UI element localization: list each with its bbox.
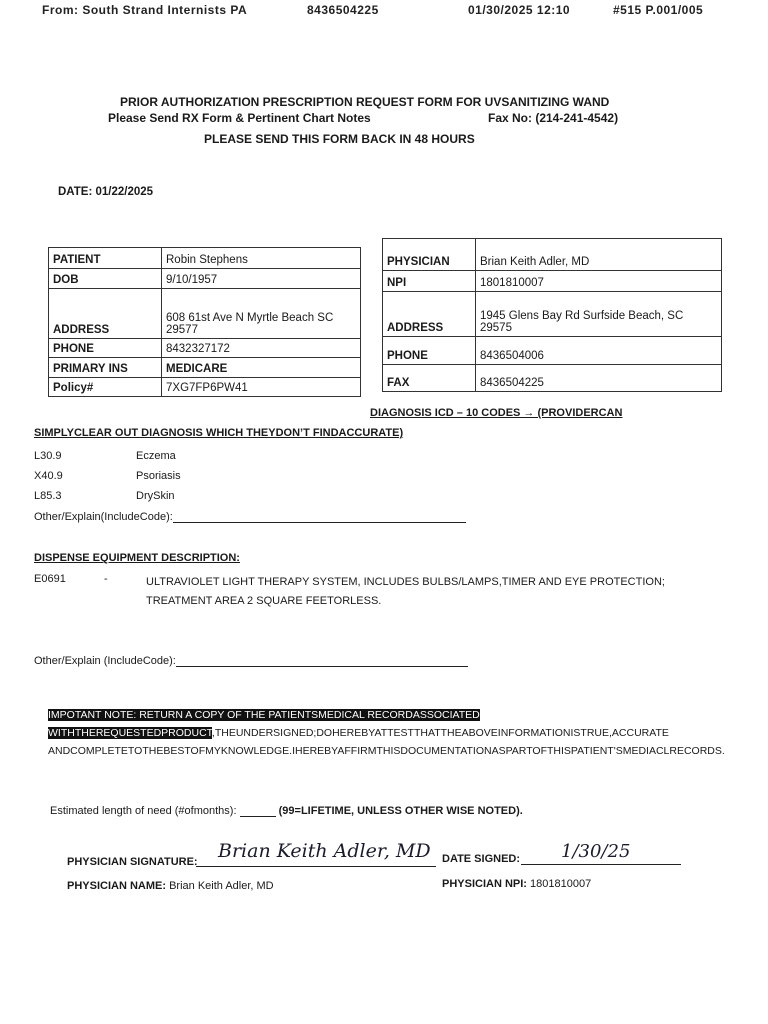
note-highlight-2: WITHTHEREQUESTEDPRODUCT bbox=[48, 727, 212, 739]
equipment-other-row bbox=[34, 655, 468, 667]
physician-address-label: ADDRESS bbox=[383, 292, 476, 337]
fax-number: 8436504225 bbox=[307, 3, 379, 17]
form-title: PRIOR AUTHORIZATION PRESCRIPTION REQUEST FORM FOR UVSANITIZING WAND bbox=[120, 95, 610, 109]
signature-handwriting: Brian Keith Adler, MD bbox=[218, 840, 431, 862]
patient-dob: 9/10/1957 bbox=[162, 269, 361, 289]
estimate-label: Estimated length of need (#ofmonths): bbox=[50, 805, 237, 817]
diagnosis-other-label: Other/Explain(IncludeCode): bbox=[34, 511, 173, 523]
physician-npi-row bbox=[442, 878, 591, 890]
primary-ins: MEDICARE bbox=[162, 358, 361, 378]
physician-phone-label: PHONE bbox=[383, 337, 476, 365]
physician-npi-value: 1801810007 bbox=[530, 878, 592, 890]
patient-address: 608 61st Ave N Myrtle Beach SC 29577 bbox=[162, 289, 361, 339]
fax-from: From: South Strand Internists PA bbox=[42, 3, 248, 17]
phone-label: PHONE bbox=[49, 339, 162, 358]
equipment-other-field[interactable] bbox=[176, 655, 468, 667]
diagnosis-desc: Psoriasis bbox=[136, 470, 181, 482]
primary-ins-label: PRIMARY INS bbox=[49, 358, 162, 378]
signature-label: PHYSICIAN SIGNATURE: bbox=[67, 856, 198, 868]
diagnosis-instruction: SIMPLYCLEAR OUT DIAGNOSIS WHICH THEYDON’T FINDACCURATE) bbox=[34, 427, 404, 439]
estimate-field[interactable] bbox=[240, 805, 276, 817]
equipment-code: E0691 bbox=[34, 573, 66, 585]
signature-field[interactable] bbox=[196, 840, 436, 867]
policy-label: Policy# bbox=[49, 378, 162, 397]
physician-label: PHYSICIAN bbox=[383, 239, 476, 271]
important-note bbox=[48, 706, 725, 760]
fax-no: Fax No: (214-241-4542) bbox=[488, 111, 619, 125]
diagnosis-desc: DrySkin bbox=[136, 490, 175, 502]
fax-header bbox=[0, 3, 768, 19]
patient-label: PATIENT bbox=[49, 248, 162, 269]
diagnosis-code: L30.9 bbox=[34, 450, 62, 462]
equipment-dash: - bbox=[104, 573, 108, 585]
date-signed-field[interactable] bbox=[521, 841, 681, 865]
equipment-heading: DISPENSE EQUIPMENT DESCRIPTION: bbox=[34, 552, 240, 564]
physician-phone: 8436504006 bbox=[476, 337, 722, 365]
physician-name: Brian Keith Adler, MD bbox=[476, 239, 722, 271]
physician-name-value: Brian Keith Adler, MD bbox=[169, 880, 274, 892]
diagnosis-heading: DIAGNOSIS ICD – 10 CODES → (PROVIDERCAN bbox=[370, 407, 623, 419]
physician-name-row bbox=[67, 880, 274, 892]
diagnosis-code: L85.3 bbox=[34, 490, 62, 502]
estimate-row bbox=[50, 805, 523, 817]
equipment-description: ULTRAVIOLET LIGHT THERAPY SYSTEM, INCLUDES BULBS/LAMPS,TIMER AND EYE PROTECTION; TREATMENT AREA 2 SQUARE FEETORLESS. bbox=[146, 576, 665, 607]
physician-address: 1945 Glens Bay Rd Surfside Beach, SC 29575 bbox=[476, 292, 722, 337]
form-date: DATE: 01/22/2025 bbox=[58, 186, 154, 198]
diagnosis-code: X40.9 bbox=[34, 470, 63, 482]
fax-datetime: 01/30/2025 12:10 bbox=[468, 3, 571, 17]
patient-table bbox=[48, 247, 361, 397]
fax-label: FAX bbox=[383, 365, 476, 392]
diagnosis-other-row bbox=[34, 511, 466, 523]
patient-phone: 8432327172 bbox=[162, 339, 361, 358]
fax-page: #515 P.001/005 bbox=[613, 3, 704, 17]
dob-label: DOB bbox=[49, 269, 162, 289]
diagnosis-other-field[interactable] bbox=[173, 511, 466, 523]
physician-fax: 8436504225 bbox=[476, 365, 722, 392]
policy-number: 7XG7FP6PW41 bbox=[162, 378, 361, 397]
note-highlight-1: IMPOTANT NOTE: RETURN A COPY OF THE PATIENTSMEDICAL RECORDASSOCIATED bbox=[48, 709, 480, 721]
physician-npi: 1801810007 bbox=[476, 271, 722, 292]
estimate-note: (99=LIFETIME, UNLESS OTHER WISE NOTED). bbox=[278, 805, 523, 817]
send-back: PLEASE SEND THIS FORM BACK IN 48 HOURS bbox=[204, 132, 475, 146]
npi-label: NPI bbox=[383, 271, 476, 292]
date-signed-handwriting: 1/30/25 bbox=[561, 841, 631, 862]
physician-name-label: PHYSICIAN NAME: bbox=[67, 880, 167, 892]
equipment-other-label: Other/Explain (IncludeCode): bbox=[34, 655, 176, 667]
physician-npi-label: PHYSICIAN NPI: bbox=[442, 878, 527, 890]
address-label: ADDRESS bbox=[49, 289, 162, 339]
note-text: ,THEUNDERSIGNED;DOHEREBYATTESTTHATTHEABOVEINFORMATIONISTRUE,ACCURATE ANDCOMPLETETOTHEBESTOFMYKNOWLEDGE.IHEREBYAFFIRMTHISDOCUMENTATIONASPARTOFTHISPATIENT'SMEDIACLRECORDS. bbox=[48, 727, 725, 757]
patient-name: Robin Stephens bbox=[162, 248, 361, 269]
date-signed-label: DATE SIGNED: bbox=[442, 853, 521, 865]
physician-table bbox=[382, 238, 722, 392]
diagnosis-desc: Eczema bbox=[136, 450, 176, 462]
send-notes: Please Send RX Form & Pertinent Chart Notes bbox=[108, 111, 371, 125]
